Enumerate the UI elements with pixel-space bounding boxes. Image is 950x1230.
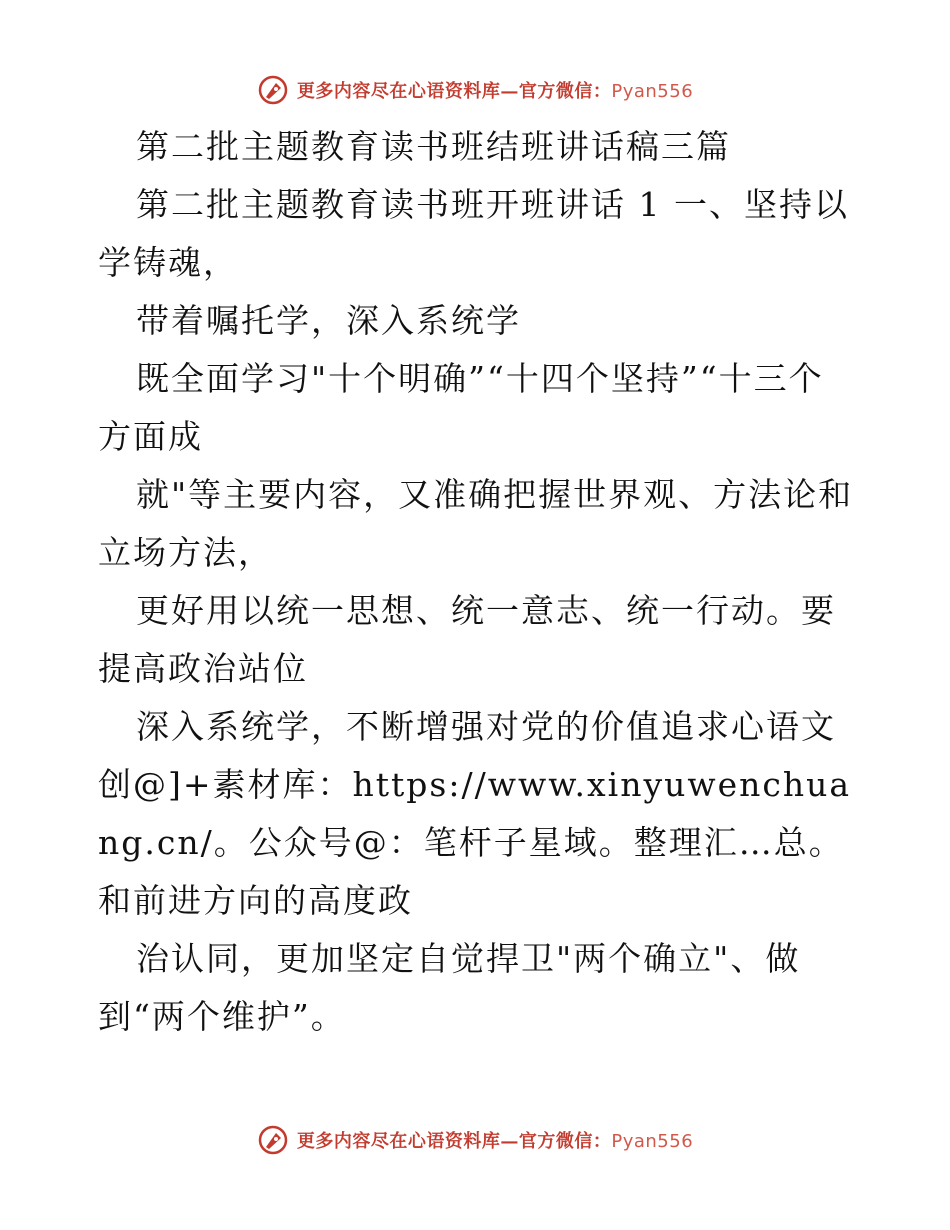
- pen-nib-circle-icon: [257, 1124, 289, 1156]
- watermark-wechat-id: Pyan556: [611, 1131, 694, 1152]
- watermark-banner-bottom: [0, 1120, 950, 1160]
- watermark-wechat-id: Pyan556: [611, 81, 694, 102]
- paragraph: 治认同，更加坚定自觉捍卫"两个确立"、做到“两个维护”。: [98, 939, 801, 1036]
- paragraph: 带着嘱托学，深入系统学: [136, 301, 521, 340]
- watermark-wechat-label: 官方微信：: [518, 81, 612, 102]
- paragraph: 深入系统学，不断增强对党的价值追求心语文创@]+素材库：https://www.xinyuwenchuang.cn/。公众号@：笔杆子星域。整理汇…总。和前进方向的高度政: [98, 707, 852, 920]
- watermark-site-text: 更多内容尽在心语资料库: [296, 81, 501, 102]
- watermark-separator: —: [500, 81, 519, 102]
- document-title: 第二批主题教育读书班结班讲话稿三篇: [136, 127, 731, 166]
- watermark-banner-top: [0, 70, 950, 110]
- paragraph: 既全面学习"十个明确”“十四个坚持”“十三个方面成: [98, 359, 824, 456]
- pen-nib-circle-icon: [257, 74, 289, 106]
- watermark-text: [297, 77, 693, 103]
- watermark-separator: —: [500, 1131, 519, 1152]
- paragraph: 就"等主要内容，又准确把握世界观、方法论和立场方法，: [98, 475, 854, 572]
- document-body: [98, 118, 858, 1046]
- paragraph: 更好用以统一思想、统一意志、统一行动。要提高政治站位: [98, 591, 836, 688]
- paragraph: 第二批主题教育读书班开班讲话 1 一、坚持以学铸魂，: [98, 185, 849, 282]
- watermark-text: [297, 1127, 693, 1153]
- watermark-wechat-label: 官方微信：: [518, 1131, 612, 1152]
- watermark-site-text: 更多内容尽在心语资料库: [296, 1131, 501, 1152]
